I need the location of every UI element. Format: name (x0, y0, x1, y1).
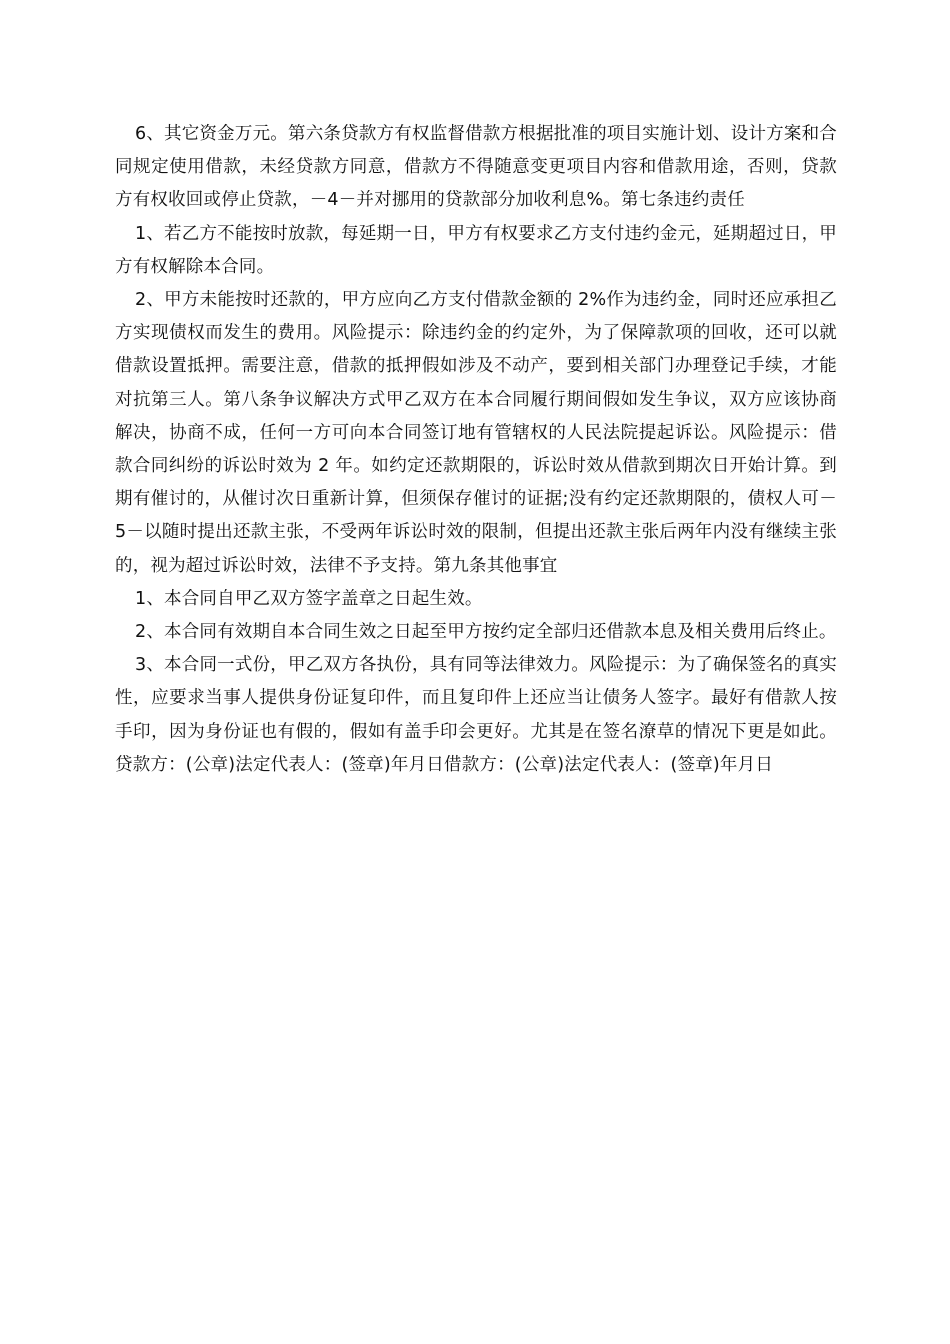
paragraph-effective-date: 1、本合同自甲乙双方签字盖章之日起生效。 (135, 588, 483, 609)
paragraph-validity-period: 2、本合同有效期自本合同生效之日起至甲方按约定全部归还借款本息及相关费用后终止。 (135, 622, 837, 643)
paragraph-copies-signatures: 3、本合同一式份，甲乙双方各执份，具有同等法律效力。风险提示：为了确保签名的真实性，应要求当事人提供身份证复印件，而且复印件上还应当让债务人签字。最好有借款人按手印，因为身份证也有假的，假如有盖手印会更好。尤其是在签名潦草的情况下更是如此。贷款方：(公章)法定代表人：(签章)年月日借款方：(公章)法定代表人：(签章)年月日 (115, 655, 837, 775)
paragraph-other-funds: 6、其它资金万元。第六条贷款方有权监督借款方根据批准的项目实施计划、设计方案和合同规定使用借款，未经贷款方同意，借款方不得随意变更项目内容和借款用途，否则，贷款方有权收回或停止贷款，－4－并对挪用的贷款部分加收利息%。第七条违约责任 (115, 124, 837, 211)
paragraph-borrower-default: 2、甲方未能按时还款的，甲方应向乙方支付借款金额的 2%作为违约金，同时还应承担乙方实现债权而发生的费用。风险提示：除违约金的约定外，为了保障款项的回收，还可以就借款设置抵押。需要注意，借款的抵押假如涉及不动产，要到相关部门办理登记手续，才能对抗第三人。第八条争议解决方式甲乙双方在本合同履行期间假如发生争议，双方应该协商解决，协商不成，任何一方可向本合同签订地有管辖权的人民法院提起诉讼。风险提示：借款合同纠纷的诉讼时效为 2 年。如约定还款期限的，诉讼时效从借款到期次日开始计算。到期有催讨的，从催讨次日重新计算，但须保存催讨的证据;没有约定还款期限的，债权人可－5－以随时提出还款主张，不受两年诉讼时效的限制，但提出还款主张后两年内没有继续主张的，视为超过诉讼时效，法律不予支持。第九条其他事宜 (115, 290, 837, 576)
paragraph-lender-default: 1、若乙方不能按时放款，每延期一日，甲方有权要求乙方支付违约金元，延期超过日，甲方有权解除本合同。 (115, 223, 837, 277)
document-body (115, 118, 837, 782)
